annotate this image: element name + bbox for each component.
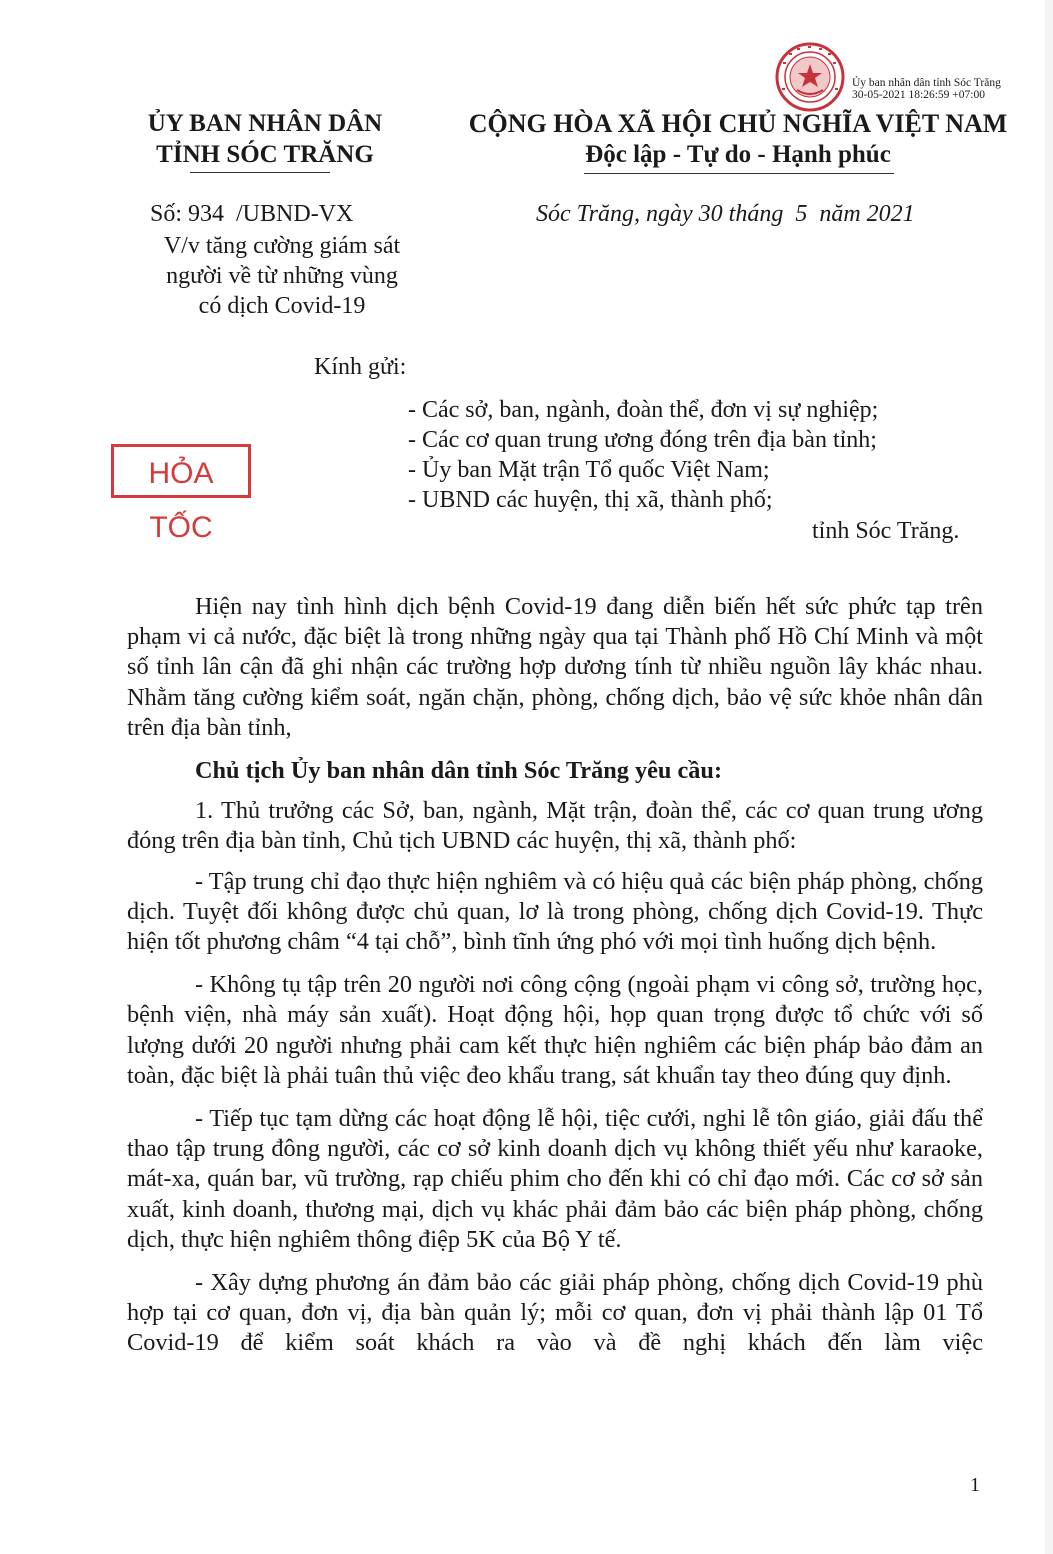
- recipient-closing: tỉnh Sóc Trăng.: [812, 518, 960, 544]
- national-motto-block: [448, 108, 1028, 170]
- subject-line: người về từ những vùng: [166, 263, 398, 289]
- recipient-list: [408, 395, 878, 515]
- recipient-item: - UBND các huyện, thị xã, thành phố;: [408, 487, 773, 513]
- org-underline: [190, 172, 330, 173]
- org-line-1: ỦY BAN NHÂN DÂN: [147, 110, 383, 137]
- document-subject: [142, 231, 422, 321]
- item-paragraph: 1. Thủ trưởng các Sở, ban, ngành, Mặt trận, đoàn thể, các cơ quan trung ương đóng trên địa bàn tỉnh, Chủ tịch UBND các huyện, thị xã, thành phố:: [127, 797, 983, 855]
- issuing-organization: [120, 108, 410, 170]
- bullet-paragraph: - Không tụ tập trên 20 người nơi công cộng (ngoài phạm vi công sở, trường học, bệnh viện, nhà máy sản xuất). Hoạt động hội, họp quan trọng được tổ chức với số lượng dưới 20 người nhưng phải cam kết thực hiện nghiêm các biện pháp bảo đảm an toàn, đặc biệt là phải tuân thủ việc đeo khẩu trang, sát khuẩn tay theo đúng quy định.: [127, 971, 983, 1089]
- signature-timestamp: 30-05-2021 18:26:59 +07:00: [852, 89, 985, 101]
- salutation: Kính gửi:: [314, 354, 407, 380]
- official-seal-icon: [775, 42, 845, 112]
- recipient-item: - Ủy ban Mặt trận Tổ quốc Việt Nam;: [408, 457, 770, 483]
- signature-signer: Ủy ban nhân dân tỉnh Sóc Trăng: [852, 77, 1001, 89]
- bullet-paragraph: - Tiếp tục tạm dừng các hoạt động lễ hội, tiệc cưới, nghi lễ tôn giáo, giải đấu thể thao tập trung đông người, các cơ sở kinh doanh dịch vụ không thiết yếu như karaoke, mát-xa, quán bar, vũ trường, rạp chiếu phim cho đến khi có chỉ đạo mới. Các cơ sở sản xuất, kinh doanh, thương mại, dịch vụ khác phải đảm bảo các biện pháp phòng, chống dịch, thực hiện nghiêm thông điệp 5K của Bộ Y tế.: [127, 1105, 983, 1253]
- document-number: Số: 934 /UBND-VX: [150, 201, 354, 227]
- org-line-2: TỈNH SÓC TRĂNG: [156, 141, 374, 168]
- nation-line-1: CỘNG HÒA XÃ HỘI CHỦ NGHĨA VIỆT NAM: [468, 109, 1008, 138]
- recipient-item: - Các sở, ban, ngành, đoàn thể, đơn vị sự nghiệp;: [408, 397, 879, 423]
- request-heading: Chủ tịch Ủy ban nhân dân tỉnh Sóc Trăng yêu cầu:: [195, 757, 723, 785]
- nation-line-2: Độc lập - Tự do - Hạnh phúc: [585, 141, 891, 168]
- urgent-stamp: HỎA TỐC: [111, 444, 251, 498]
- subject-line: V/v tăng cường giám sát: [163, 233, 401, 259]
- bullet-paragraph: - Xây dựng phương án đảm bảo các giải pháp phòng, chống dịch Covid-19 phù hợp tại cơ quan, đơn vị, địa bàn quản lý; mỗi cơ quan, đơn vị phải thành lập 01 Tổ Covid-19 để kiểm soát khách ra vào và đề nghị khách đến làm việc: [127, 1269, 983, 1357]
- page-number: 1: [970, 1474, 980, 1496]
- intro-paragraph: Hiện nay tình hình dịch bệnh Covid-19 đang diễn biến hết sức phức tạp trên phạm vi cả nước, đặc biệt là trong những ngày qua tại Thành phố Hồ Chí Minh và một số tỉnh lân cận đã ghi nhận các trường hợp dương tính từ nhiều nguồn lây khác nhau. Nhằm tăng cường kiểm soát, ngăn chặn, phòng, chống dịch, bảo vệ sức khỏe nhân dân trên địa bàn tỉnh,: [127, 593, 983, 741]
- document-date: Sóc Trăng, ngày 30 tháng 5 năm 2021: [536, 201, 915, 227]
- motto-underline: [584, 173, 894, 174]
- recipient-item: - Các cơ quan trung ương đóng trên địa bàn tỉnh;: [408, 427, 877, 453]
- subject-line: có dịch Covid-19: [198, 293, 366, 319]
- digital-signature-info: [852, 77, 1001, 101]
- scan-edge: [1045, 0, 1053, 1554]
- document-body: [127, 592, 983, 1372]
- bullet-paragraph: - Tập trung chỉ đạo thực hiện nghiêm và có hiệu quả các biện pháp phòng, chống dịch. Tuyệt đối không được chủ quan, lơ là trong phòng, chống dịch Covid-19. Thực hiện tốt phương châm “4 tại chỗ”, bình tĩnh ứng phó với mọi tình huống dịch bệnh.: [127, 867, 983, 956]
